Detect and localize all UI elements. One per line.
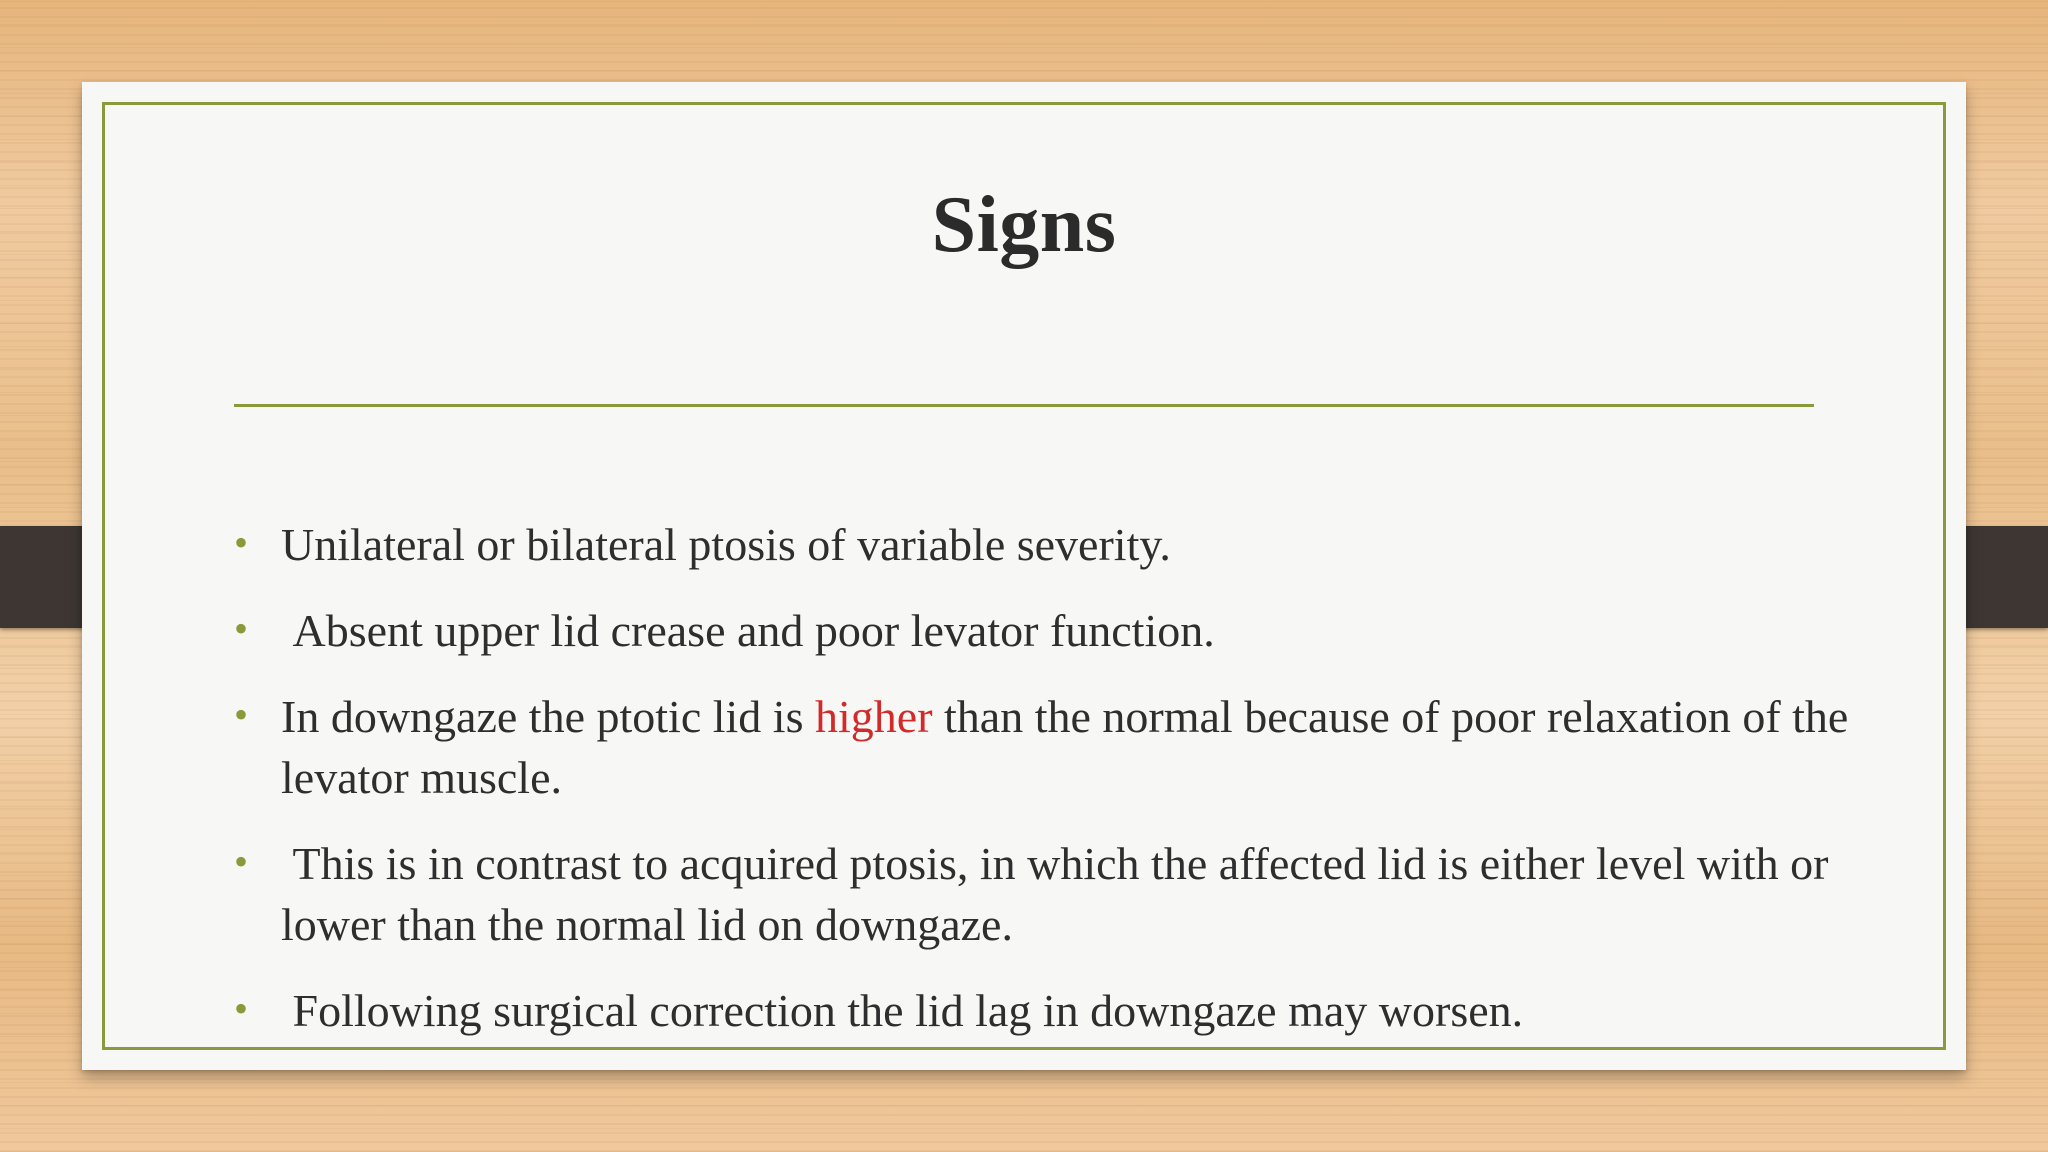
bullet-text: Unilateral or bilateral ptosis of variable severity.	[281, 519, 1171, 570]
bullet-text-after: than the normal because of poor relaxation of the levator muscle.	[281, 691, 1860, 803]
bullet-item	[234, 686, 1860, 808]
bullet-dot-icon: •	[234, 986, 249, 1031]
bullet-list	[234, 514, 1860, 1066]
bullet-text: Following surgical correction the lid lag in downgaze may worsen.	[281, 985, 1524, 1036]
bullet-item	[234, 833, 1854, 955]
bullet-text-before: In downgaze the ptotic lid is	[281, 691, 815, 742]
bullet-text: Absent upper lid crease and poor levator function.	[281, 605, 1215, 656]
bullet-item	[234, 514, 1854, 575]
highlighted-word: higher	[815, 691, 933, 742]
bullet-item	[234, 980, 1854, 1041]
slide-title: Signs	[931, 181, 1117, 269]
bullet-dot-icon: •	[234, 606, 249, 651]
bullet-dot-icon: •	[234, 520, 249, 565]
bullet-text: This is in contrast to acquired ptosis, in which the affected lid is either level with or lower than the normal lid on downgaze.	[281, 838, 1840, 950]
bullet-item	[234, 600, 1854, 661]
bullet-dot-icon: •	[234, 692, 249, 737]
slide	[82, 82, 1966, 1070]
title-divider	[234, 404, 1814, 407]
bullet-dot-icon: •	[234, 839, 249, 884]
